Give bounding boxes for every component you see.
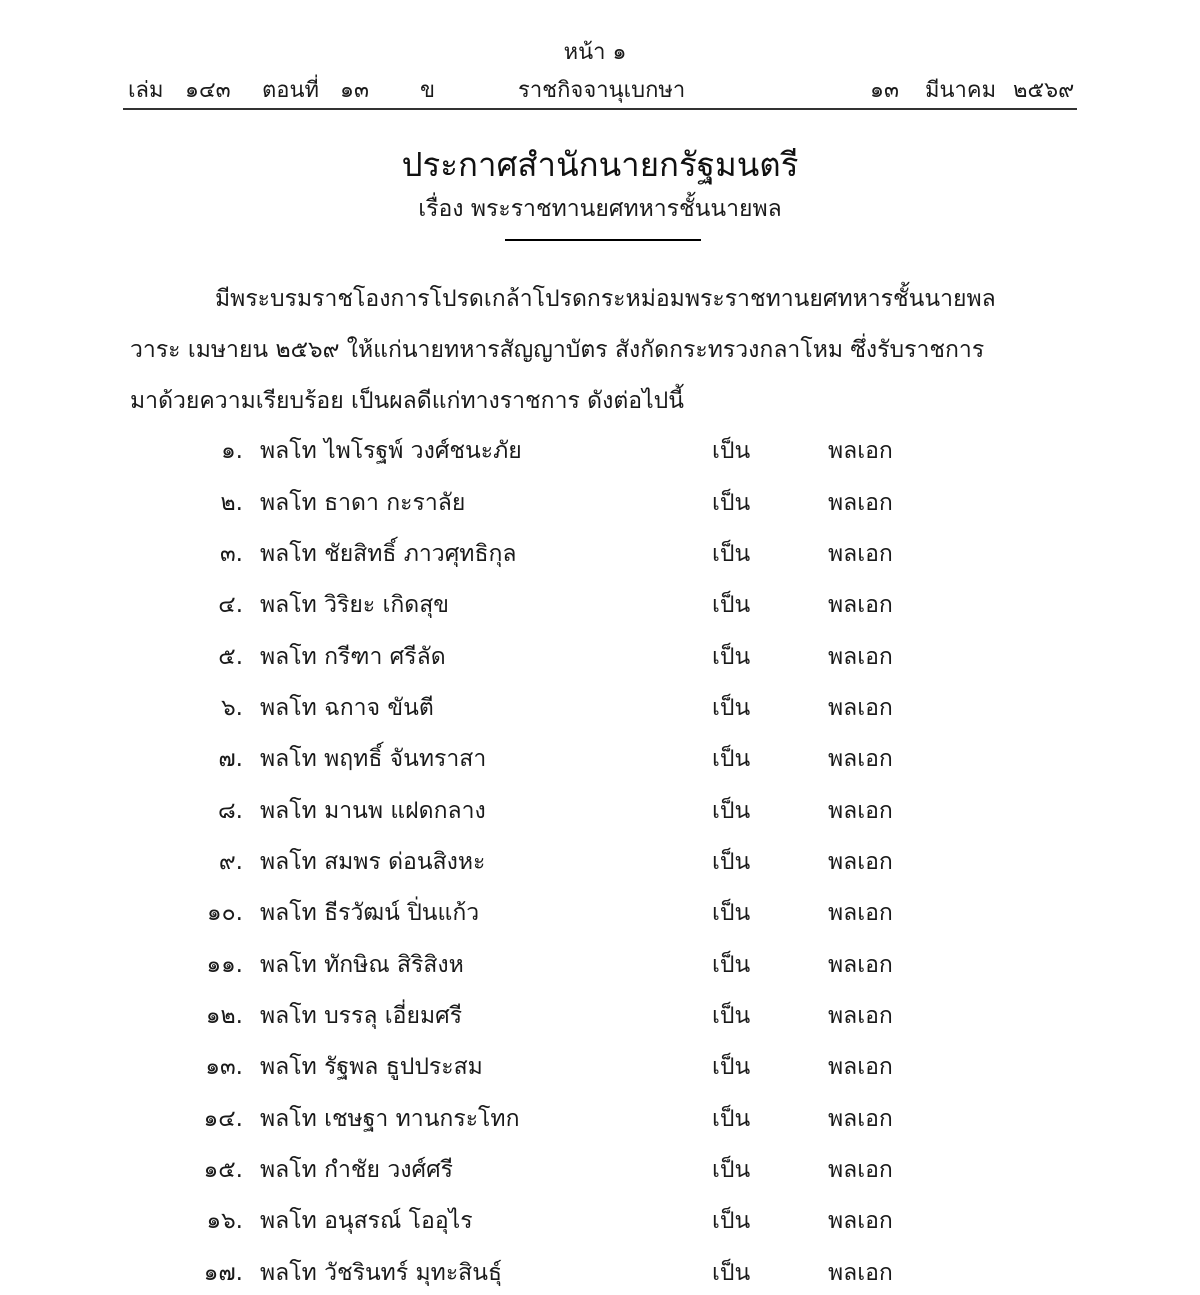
as-label: เป็น xyxy=(712,541,751,567)
list-item xyxy=(0,793,1200,833)
new-rank: พลเอก xyxy=(828,695,893,721)
officer-name: พลโท ฉกาจ ขันตี xyxy=(260,695,434,721)
as-label: เป็น xyxy=(712,798,751,824)
item-number: ๙. xyxy=(218,849,243,875)
list-item xyxy=(0,485,1200,525)
title-underline xyxy=(505,239,701,241)
new-rank: พลเอก xyxy=(828,541,893,567)
document-subtitle: เรื่อง พระราชทานยศทหารชั้นนายพล xyxy=(418,196,782,222)
officer-name: พลโท ทักษิณ สิริสิงห xyxy=(260,952,464,978)
new-rank: พลเอก xyxy=(828,644,893,670)
list-item xyxy=(0,1049,1200,1089)
as-label: เป็น xyxy=(712,1157,751,1183)
officer-name: พลโท ชัยสิทธิ์ ภาวศุทธิกุล xyxy=(260,541,517,567)
item-number: ๓. xyxy=(219,541,243,567)
new-rank: พลเอก xyxy=(828,1106,893,1132)
item-number: ๒. xyxy=(220,490,243,516)
item-number: ๑๗. xyxy=(203,1260,243,1286)
item-number: ๖. xyxy=(221,695,243,721)
item-number: ๔. xyxy=(218,592,243,618)
new-rank: พลเอก xyxy=(828,1054,893,1080)
as-label: เป็น xyxy=(712,849,751,875)
as-label: เป็น xyxy=(712,1106,751,1132)
as-label: เป็น xyxy=(712,695,751,721)
list-item xyxy=(0,844,1200,884)
as-label: เป็น xyxy=(712,900,751,926)
item-number: ๑. xyxy=(221,438,243,464)
item-number: ๗. xyxy=(218,746,243,772)
item-number: ๑๖. xyxy=(206,1208,243,1234)
list-item xyxy=(0,1255,1200,1295)
new-rank: พลเอก xyxy=(828,798,893,824)
new-rank: พลเอก xyxy=(828,1260,893,1286)
list-item xyxy=(0,741,1200,781)
officer-name: พลโท ธีรวัฒน์ ปิ่นแก้ว xyxy=(260,900,480,926)
publication-name: ราชกิจจานุเบกษา xyxy=(518,78,686,103)
list-item xyxy=(0,895,1200,935)
officer-name: พลโท วัชรินทร์ มุทะสินธุ์ xyxy=(260,1260,502,1286)
section-label: ตอนที่ xyxy=(262,78,320,103)
as-label: เป็น xyxy=(712,1260,751,1286)
new-rank: พลเอก xyxy=(828,1157,893,1183)
list-item xyxy=(0,536,1200,576)
list-item xyxy=(0,1152,1200,1192)
list-item xyxy=(0,1203,1200,1243)
new-rank: พลเอก xyxy=(828,438,893,464)
as-label: เป็น xyxy=(712,592,751,618)
document-title: ประกาศสำนักนายกรัฐมนตรี xyxy=(401,145,799,184)
officer-name: พลโท ธาดา กะราลัย xyxy=(260,490,466,516)
item-number: ๑๒. xyxy=(205,1003,243,1029)
volume-label: เล่ม xyxy=(128,78,164,103)
header-divider xyxy=(123,108,1077,110)
new-rank: พลเอก xyxy=(828,592,893,618)
officer-name: พลโท มานพ แฝดกลาง xyxy=(260,798,486,824)
list-item xyxy=(0,947,1200,987)
officer-name: พลโท กำชัย วงศ์ศรี xyxy=(260,1157,454,1183)
new-rank: พลเอก xyxy=(828,952,893,978)
new-rank: พลเอก xyxy=(828,849,893,875)
list-item xyxy=(0,587,1200,627)
as-label: เป็น xyxy=(712,644,751,670)
item-number: ๕. xyxy=(218,644,243,670)
new-rank: พลเอก xyxy=(828,746,893,772)
as-label: เป็น xyxy=(712,490,751,516)
list-item xyxy=(0,690,1200,730)
item-number: ๑๔. xyxy=(203,1106,243,1132)
paragraph-line: มีพระบรมราชโองการโปรดเกล้าโปรดกระหม่อมพระราชทานยศทหารชั้นนายพล xyxy=(215,286,996,312)
volume-number: ๑๔๓ xyxy=(185,78,231,103)
new-rank: พลเอก xyxy=(828,1003,893,1029)
officer-name: พลโท อนุสรณ์ โออุไร xyxy=(260,1208,473,1234)
officer-name: พลโท เชษฐา ทานกระโทก xyxy=(260,1106,520,1132)
item-number: ๑๕. xyxy=(203,1157,243,1183)
paragraph-line: มาด้วยความเรียบร้อย เป็นผลดีแก่ทางราชการ ดังต่อไปนี้ xyxy=(130,388,684,414)
section-type: ข xyxy=(420,78,436,103)
page-number: หน้า ๑ xyxy=(563,40,627,65)
officer-name: พลโท สมพร ด่อนสิงหะ xyxy=(260,849,486,875)
as-label: เป็น xyxy=(712,952,751,978)
as-label: เป็น xyxy=(712,1003,751,1029)
new-rank: พลเอก xyxy=(828,490,893,516)
section-number: ๑๓ xyxy=(340,78,370,103)
new-rank: พลเอก xyxy=(828,900,893,926)
date-year: ๒๕๖๙ xyxy=(1013,78,1075,103)
officer-name: พลโท ไพโรฐพ์ วงศ์ชนะภัย xyxy=(260,438,522,464)
list-item xyxy=(0,639,1200,679)
as-label: เป็น xyxy=(712,1208,751,1234)
date-day: ๑๓ xyxy=(870,78,900,103)
item-number: ๑๑. xyxy=(206,952,243,978)
paragraph-line: วาระ เมษายน ๒๕๖๙ ให้แก่นายทหารสัญญาบัตร สังกัดกระทรวงกลาโหม ซึ่งรับราชการ xyxy=(130,337,985,363)
officer-name: พลโท รัฐพล ธูปประสม xyxy=(260,1054,483,1080)
officer-name: พลโท พฤทธิ์ จันทราสา xyxy=(260,746,487,772)
officer-name: พลโท บรรลุ เอี่ยมศรี xyxy=(260,1003,463,1029)
as-label: เป็น xyxy=(712,746,751,772)
as-label: เป็น xyxy=(712,1054,751,1080)
list-item xyxy=(0,433,1200,473)
officer-name: พลโท วิริยะ เกิดสุข xyxy=(260,592,449,618)
item-number: ๘. xyxy=(217,798,243,824)
list-item xyxy=(0,1101,1200,1141)
item-number: ๑๐. xyxy=(207,900,243,926)
item-number: ๑๓. xyxy=(205,1054,243,1080)
as-label: เป็น xyxy=(712,438,751,464)
date-month: มีนาคม xyxy=(925,78,997,103)
officer-name: พลโท กรีฑา ศรีลัด xyxy=(260,644,446,670)
new-rank: พลเอก xyxy=(828,1208,893,1234)
list-item xyxy=(0,998,1200,1038)
